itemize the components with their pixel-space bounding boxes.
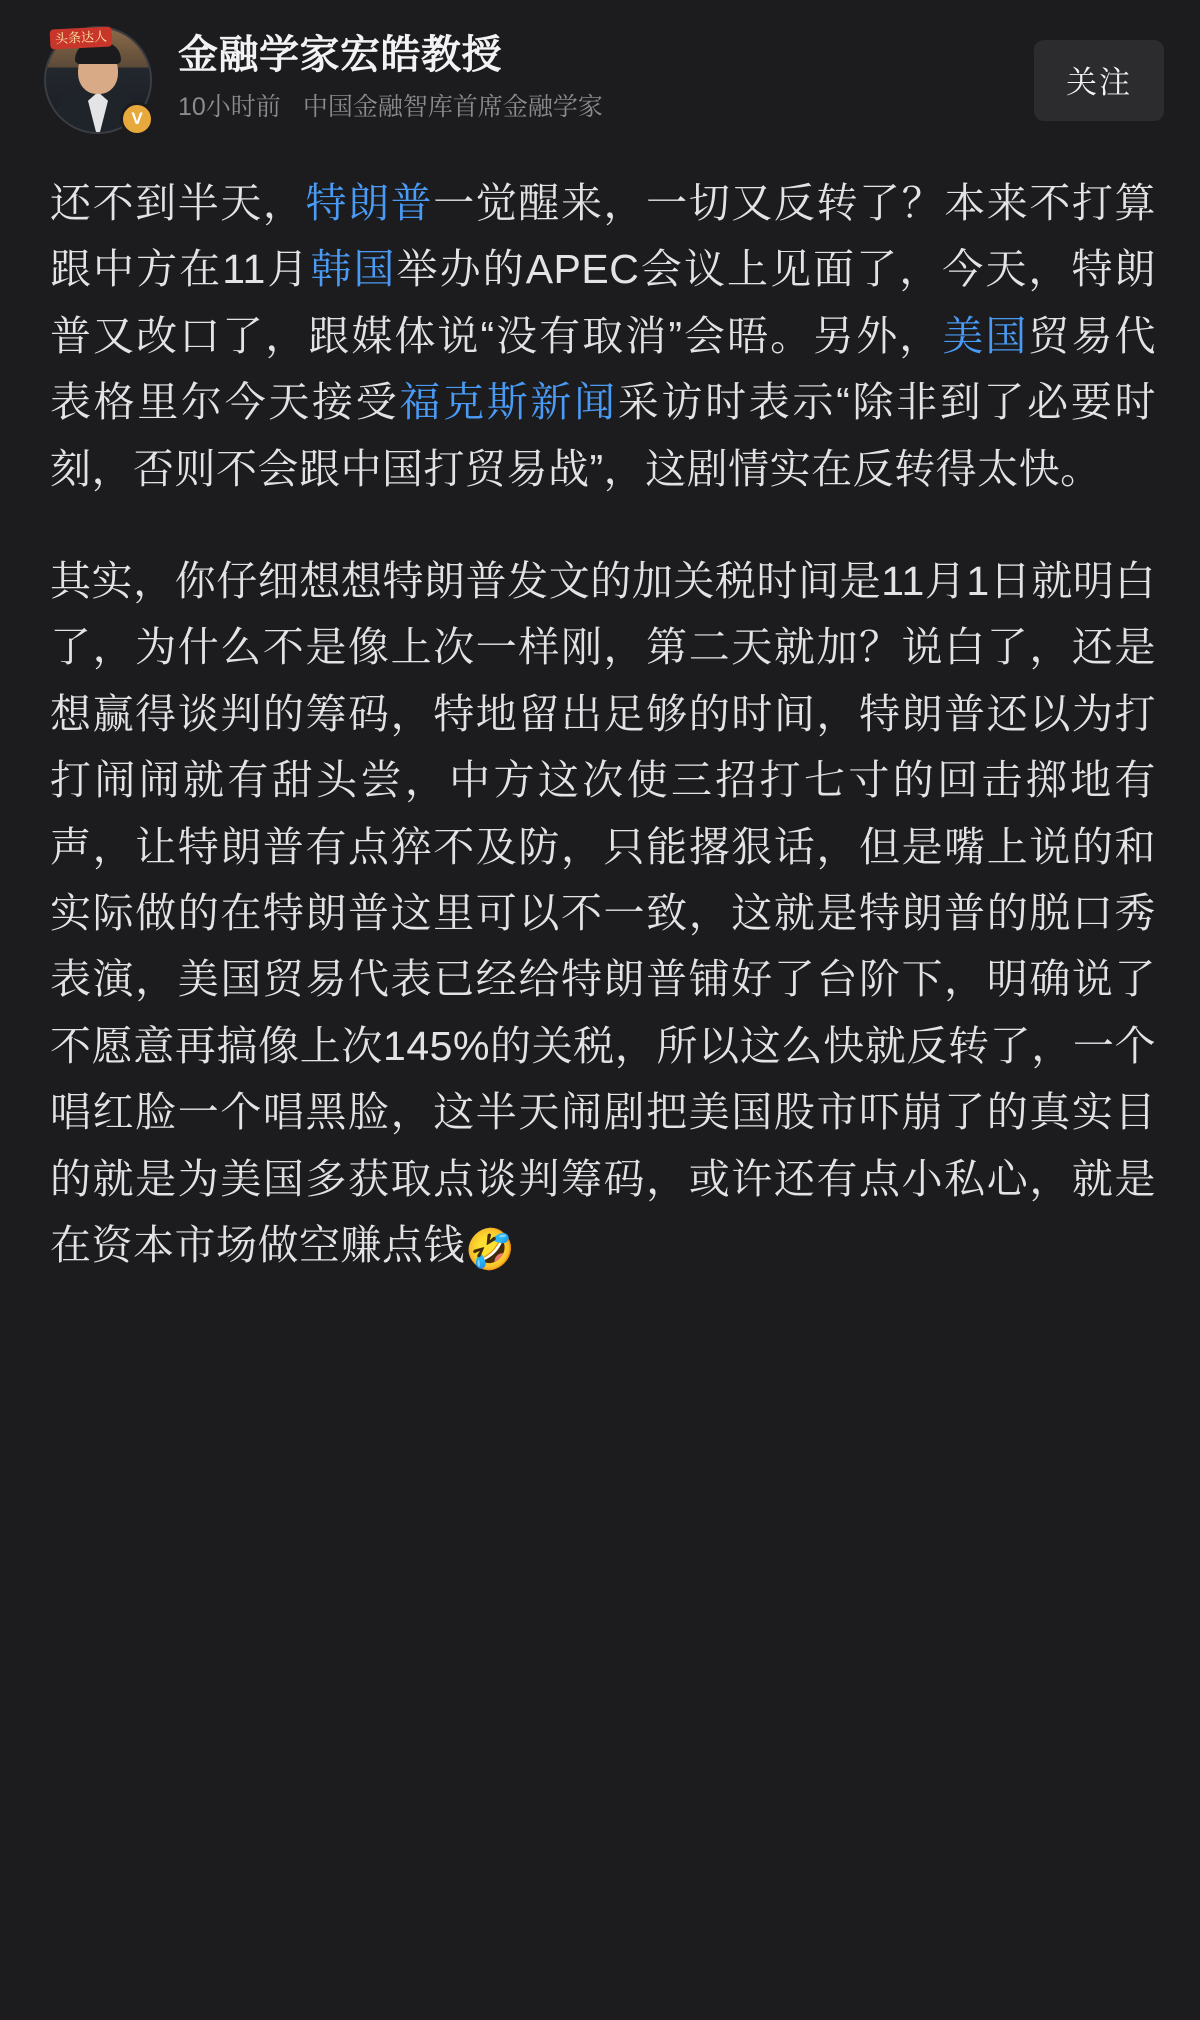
post-header (0, 0, 1200, 152)
post-time: 10小时前 (178, 93, 281, 122)
inline-link[interactable]: 韩国 (310, 246, 397, 293)
paragraph-text: 其实，你仔细想想特朗普发文的加关税时间是11月1日就明白了，为什么不是像上次一样刚，第二天就加？说白了，还是想赢得谈判的筹码，特地留出足够的时间，特朗普还以为打打闹闹就有甜头尝，中方这次使三招打七寸的回击掷地有声，让特朗普有点猝不及防，只能撂狠话，但是嘴上说的和实际做的在特朗普这里可以不一致，这就是特朗普的脱口秀表演，美国贸易代表已经给特朗普铺好了台阶下，明确说了不愿意再搞像上次145%的关税，所以这么快就反转了，一个唱红脸一个唱黑脸，这半天闹剧把美国股市吓崩了的真实目的就是为美国多获取点谈判筹码，或许还有点小私心，就是在资本市场做空赚点钱 (50, 558, 1156, 1269)
inline-link[interactable]: 福克斯新闻 (399, 379, 618, 426)
author-name[interactable]: 金融学家宏皓教授 (178, 33, 502, 77)
emoji-rofl: 🤣 (465, 1228, 516, 1273)
paragraph-text: 还不到半天， (50, 180, 306, 226)
verified-badge-icon: V (120, 102, 154, 136)
inline-link[interactable]: 特朗普 (305, 180, 434, 226)
inline-link[interactable]: 美国 (942, 312, 1029, 359)
paragraph-text: 举办的APEC会议上见面了，今天，特朗普又改口了，跟媒体说“没有取消”会晤。另外， (50, 246, 1157, 359)
post-meta (178, 91, 1008, 124)
author-block (178, 26, 1008, 124)
avatar-creator-badge: 头条达人 (50, 26, 113, 49)
paragraph (50, 548, 1156, 1283)
paragraph (50, 170, 1156, 502)
follow-button[interactable]: 关注 (1034, 40, 1164, 121)
paragraph-text: 贸易代表格里尔今天接受 (50, 312, 1156, 426)
post-body (0, 152, 1200, 1323)
paragraph-text: 采访时表示“除非到了必要时刻，否则不会跟中国打贸易战”，这剧情实在反转得太快。 (50, 379, 1157, 492)
paragraph-text: 一觉醒来，一切又反转了？本来不打算跟中方在11月 (50, 180, 1157, 293)
avatar[interactable] (44, 26, 152, 134)
author-title: 中国金融智库首席金融学家 (302, 93, 603, 122)
